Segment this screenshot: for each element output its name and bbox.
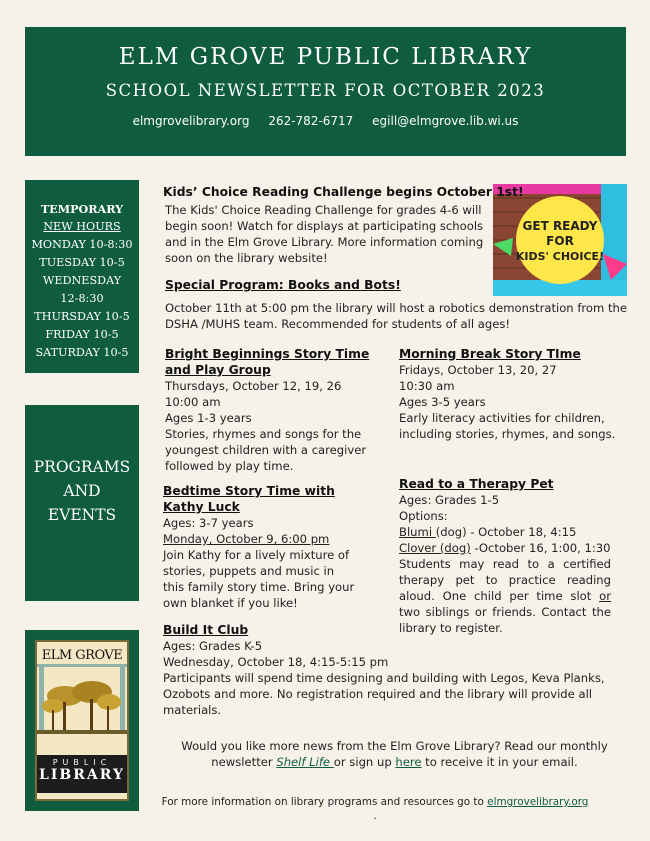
hours-line: THURSDAY 10-5 xyxy=(34,310,130,323)
footer-dot: . xyxy=(373,810,377,822)
body-line: Options: xyxy=(399,509,448,523)
newsletter-promo xyxy=(163,738,626,770)
body-line: Ages: Grades K-5 xyxy=(163,639,263,653)
clover-details: -October 16, 1:00, 1:30 xyxy=(470,541,611,555)
bright-heading: Bright Beginnings Story Time xyxy=(165,347,370,361)
morning-break-section xyxy=(399,346,615,442)
blumi-link[interactable]: Blumi xyxy=(399,525,436,539)
body-line: Wednesday, October 18, 4:15-5:15 pm xyxy=(163,655,389,669)
programs-label: PROGRAMS xyxy=(33,458,131,476)
promo-text: newsletter xyxy=(211,755,277,769)
morning-heading: Morning Break Story TIme xyxy=(399,347,581,361)
bright-heading: and Play Group xyxy=(165,363,271,377)
logo-band xyxy=(37,755,127,793)
body-line: this family story time. Bring your xyxy=(163,580,355,594)
special-program-heading: Special Program: Books and Bots! xyxy=(165,278,401,292)
blumi-line xyxy=(399,524,611,540)
tree-illustration-icon xyxy=(37,664,127,744)
body-line: Ages: Grades 1-5 xyxy=(399,493,500,507)
therapy-heading: Read to a Therapy Pet xyxy=(399,477,554,491)
body-line: materials. xyxy=(163,703,222,717)
library-logo xyxy=(35,640,129,801)
therapy-text: Students may read to a certified therapy pet to practice reading aloud. One child per time slot xyxy=(399,557,611,603)
bright-beginnings-section xyxy=(165,346,369,474)
logo-library: LIBRARY xyxy=(39,767,125,783)
body-line: Thursdays, October 12, 19, 26 xyxy=(165,379,342,393)
footer-line xyxy=(150,795,600,809)
body-line: October 11th at 5:00 pm the library will host a robotics demonstration from the xyxy=(165,301,628,315)
body-line: youngest children with a caregiver xyxy=(165,443,367,457)
hours-box xyxy=(25,180,139,373)
body-line: The Kids' Choice Reading Challenge for grades 4-6 will xyxy=(165,203,482,217)
footer-text: For more information on library programs and resources go to xyxy=(161,796,488,808)
body-line: stories, puppets and music in xyxy=(163,564,335,578)
body-line: Early literacy activities for children, xyxy=(399,411,605,425)
promo-line: Would you like more news from the Elm Grove Library? Read our monthly xyxy=(181,739,608,753)
kids-choice-body xyxy=(165,202,483,266)
hours-line: TUESDAY 10-5 xyxy=(39,256,125,269)
therapy-pet-section xyxy=(399,476,611,636)
therapy-or: or xyxy=(599,589,611,603)
body-line: Stories, rhymes and songs for the xyxy=(165,427,362,441)
badge-line: FOR xyxy=(546,234,574,248)
body-line: Fridays, October 13, 20, 27 xyxy=(399,363,557,377)
hours-line: 12-8:30 xyxy=(60,292,104,305)
blumi-details: (dog) - October 18, 4:15 xyxy=(435,525,577,539)
hours-line: MONDAY 10-8:30 xyxy=(31,238,133,251)
website-text: elmgrovelibrary.org xyxy=(132,114,250,128)
special-program-body xyxy=(165,300,627,332)
hours-subtitle: NEW HOURS xyxy=(43,220,121,233)
bedtime-story-section xyxy=(163,483,354,611)
body-line: DSHA /MUHS team. Recommended for students of all ages! xyxy=(165,317,511,331)
body-line: Ages: 3-7 years xyxy=(163,516,254,530)
body-line: own blanket if you like! xyxy=(163,596,298,610)
logo-name: ELM GROVE xyxy=(41,648,123,663)
hours-title: TEMPORARY xyxy=(40,202,124,216)
sign-up-here-link[interactable]: here xyxy=(395,755,422,769)
body-line: begin soon! Watch for displays at participating schools xyxy=(165,219,484,233)
body-line: and in the Elm Grove Library. More information coming xyxy=(165,235,484,249)
email-text: egill@elmgrove.lib.wi.us xyxy=(372,114,519,128)
shelf-life-link[interactable]: Shelf Life xyxy=(276,755,334,769)
body-line: Ozobots and more. No registration required and the library will provide all xyxy=(163,687,593,701)
newsletter-subtitle: SCHOOL NEWSLETTER FOR OCTOBER 2023 xyxy=(105,81,546,100)
phone-text: 262-782-6717 xyxy=(268,114,354,128)
programs-events-box xyxy=(25,405,139,601)
body-line: Join Kathy for a lively mixture of xyxy=(163,548,350,562)
programs-label: EVENTS xyxy=(47,506,117,524)
programs-label: AND xyxy=(63,482,101,500)
bedtime-heading: Kathy Luck xyxy=(163,500,240,514)
hours-line: WEDNESDAY xyxy=(42,274,122,287)
bedtime-date: Monday, October 9, 6:00 pm xyxy=(163,532,330,546)
body-line: including stories, rhymes, and songs. xyxy=(399,427,616,441)
promo-text: to receive it in your email. xyxy=(421,755,578,769)
library-title: ELM GROVE PUBLIC LIBRARY xyxy=(118,44,533,70)
body-line: 10:30 am xyxy=(399,379,455,393)
footer xyxy=(150,795,600,823)
promo-line xyxy=(163,754,626,770)
library-logo-box xyxy=(25,630,139,811)
body-line: Ages 1-3 years xyxy=(165,411,252,425)
hours-line: FRIDAY 10-5 xyxy=(45,328,119,341)
bedtime-heading: Bedtime Story Time with xyxy=(163,484,335,498)
badge-line: GET READY xyxy=(522,219,598,233)
body-line: Ages 3-5 years xyxy=(399,395,486,409)
body-line: 10:00 am xyxy=(165,395,221,409)
build-heading: Build It Club xyxy=(163,623,249,637)
kids-choice-heading: Kids’ Choice Reading Challenge begins October 1st! xyxy=(163,185,524,199)
body-line: soon on the library website! xyxy=(165,251,328,265)
clover-link[interactable]: Clover (dog) xyxy=(399,541,471,555)
build-it-club-section xyxy=(163,622,605,718)
body-line: followed by play time. xyxy=(165,459,294,473)
hours-line: SATURDAY 10-5 xyxy=(35,346,129,359)
clover-line xyxy=(399,540,611,556)
footer-website-link[interactable]: elmgrovelibrary.org xyxy=(487,796,589,808)
badge-line: KIDS' CHOICE! xyxy=(515,250,605,263)
body-line: Participants will spend time designing and building with Legos, Keva Planks, xyxy=(163,671,605,685)
newsletter-header xyxy=(25,27,626,156)
kids-choice-badge-icon xyxy=(493,184,627,296)
promo-text: or sign up xyxy=(333,755,396,769)
therapy-text: two siblings or friends. Contact the library to register. xyxy=(399,605,611,635)
logo-public: PUBLIC xyxy=(52,758,112,767)
kids-choice-image xyxy=(493,184,627,296)
contact-line xyxy=(25,114,626,128)
